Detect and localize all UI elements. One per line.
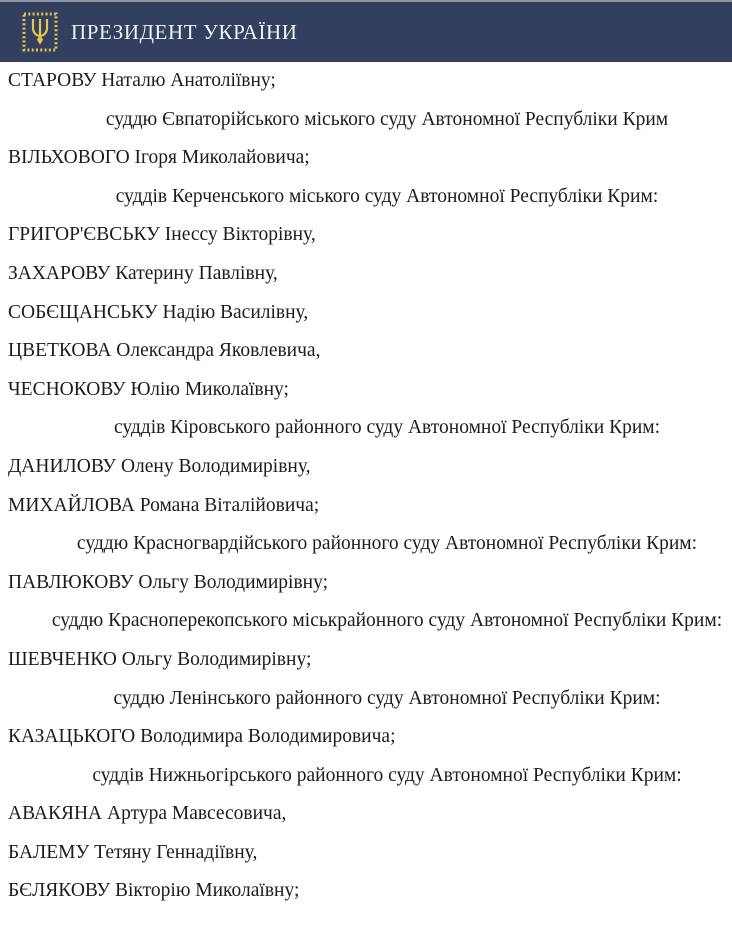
document-line-court: суддю Красногвардійського районного суду Автономної Республіки Крим:: [76, 533, 698, 555]
site-header: [0, 0, 732, 62]
document-line-name: ЦВЕТКОВА Олександра Яковлевича,: [8, 340, 321, 362]
site-title: ПРЕЗИДЕНТ УКРАЇНИ: [71, 19, 298, 44]
document-line-name: БЄЛЯКОВУ Вікторію Миколаївну;: [8, 880, 300, 902]
document-line-court: суддів Кіровського районного суду Автономної Республіки Крим:: [113, 417, 661, 439]
document-line-court: суддю Євпаторійського міського суду Автономної Республіки Крим: [105, 108, 669, 130]
document-line-court: суддю Ленінського районного суду Автономної Республіки Крим:: [113, 687, 661, 709]
document-line-name: МИХАЙЛОВА Романа Віталійовича;: [8, 494, 320, 516]
document-line-name: ШЕВЧЕНКО Ольгу Володимирівну;: [8, 648, 312, 670]
document-line-name: ВІЛЬХОВОГО Ігоря Миколайовича;: [8, 147, 310, 169]
document-line-name: АВАКЯНА Артура Мавсесовича,: [8, 803, 287, 825]
document-line-name: ДАНИЛОВУ Олену Володимирівну,: [8, 455, 311, 477]
document-line-name: СТАРОВУ Наталю Анатоліївну;: [8, 70, 276, 91]
document-body: [0, 62, 732, 925]
document-line-court: суддю Красноперекопського міськрайонного суду Автономної Республіки Крим:: [51, 610, 723, 632]
ukraine-trident-icon: [22, 12, 58, 52]
document-line-name: БАЛЕМУ Тетяну Геннадіївну,: [8, 841, 258, 863]
document-line-name: ГРИГОР'ЄВСЬКУ Інессу Вікторівну,: [8, 224, 316, 246]
document-line-name: ПАВЛЮКОВУ Ольгу Володимирівну;: [8, 571, 329, 593]
document-line-court: суддів Керченського міського суду Автономної Республіки Крим:: [115, 185, 659, 207]
document-line-name: СОБЄЩАНСЬКУ Надію Василівну,: [8, 301, 309, 323]
document-line-name: ЧЕСНОКОВУ Юлію Миколаївну;: [8, 378, 289, 400]
document-line-name: ЗАХАРОВУ Катерину Павлівну,: [8, 262, 278, 284]
document-line-name: КАЗАЦЬКОГО Володимира Володимировича;: [8, 726, 396, 748]
document-line-court: суддів Нижньогірського районного суду Автономної Республіки Крим:: [92, 764, 682, 786]
